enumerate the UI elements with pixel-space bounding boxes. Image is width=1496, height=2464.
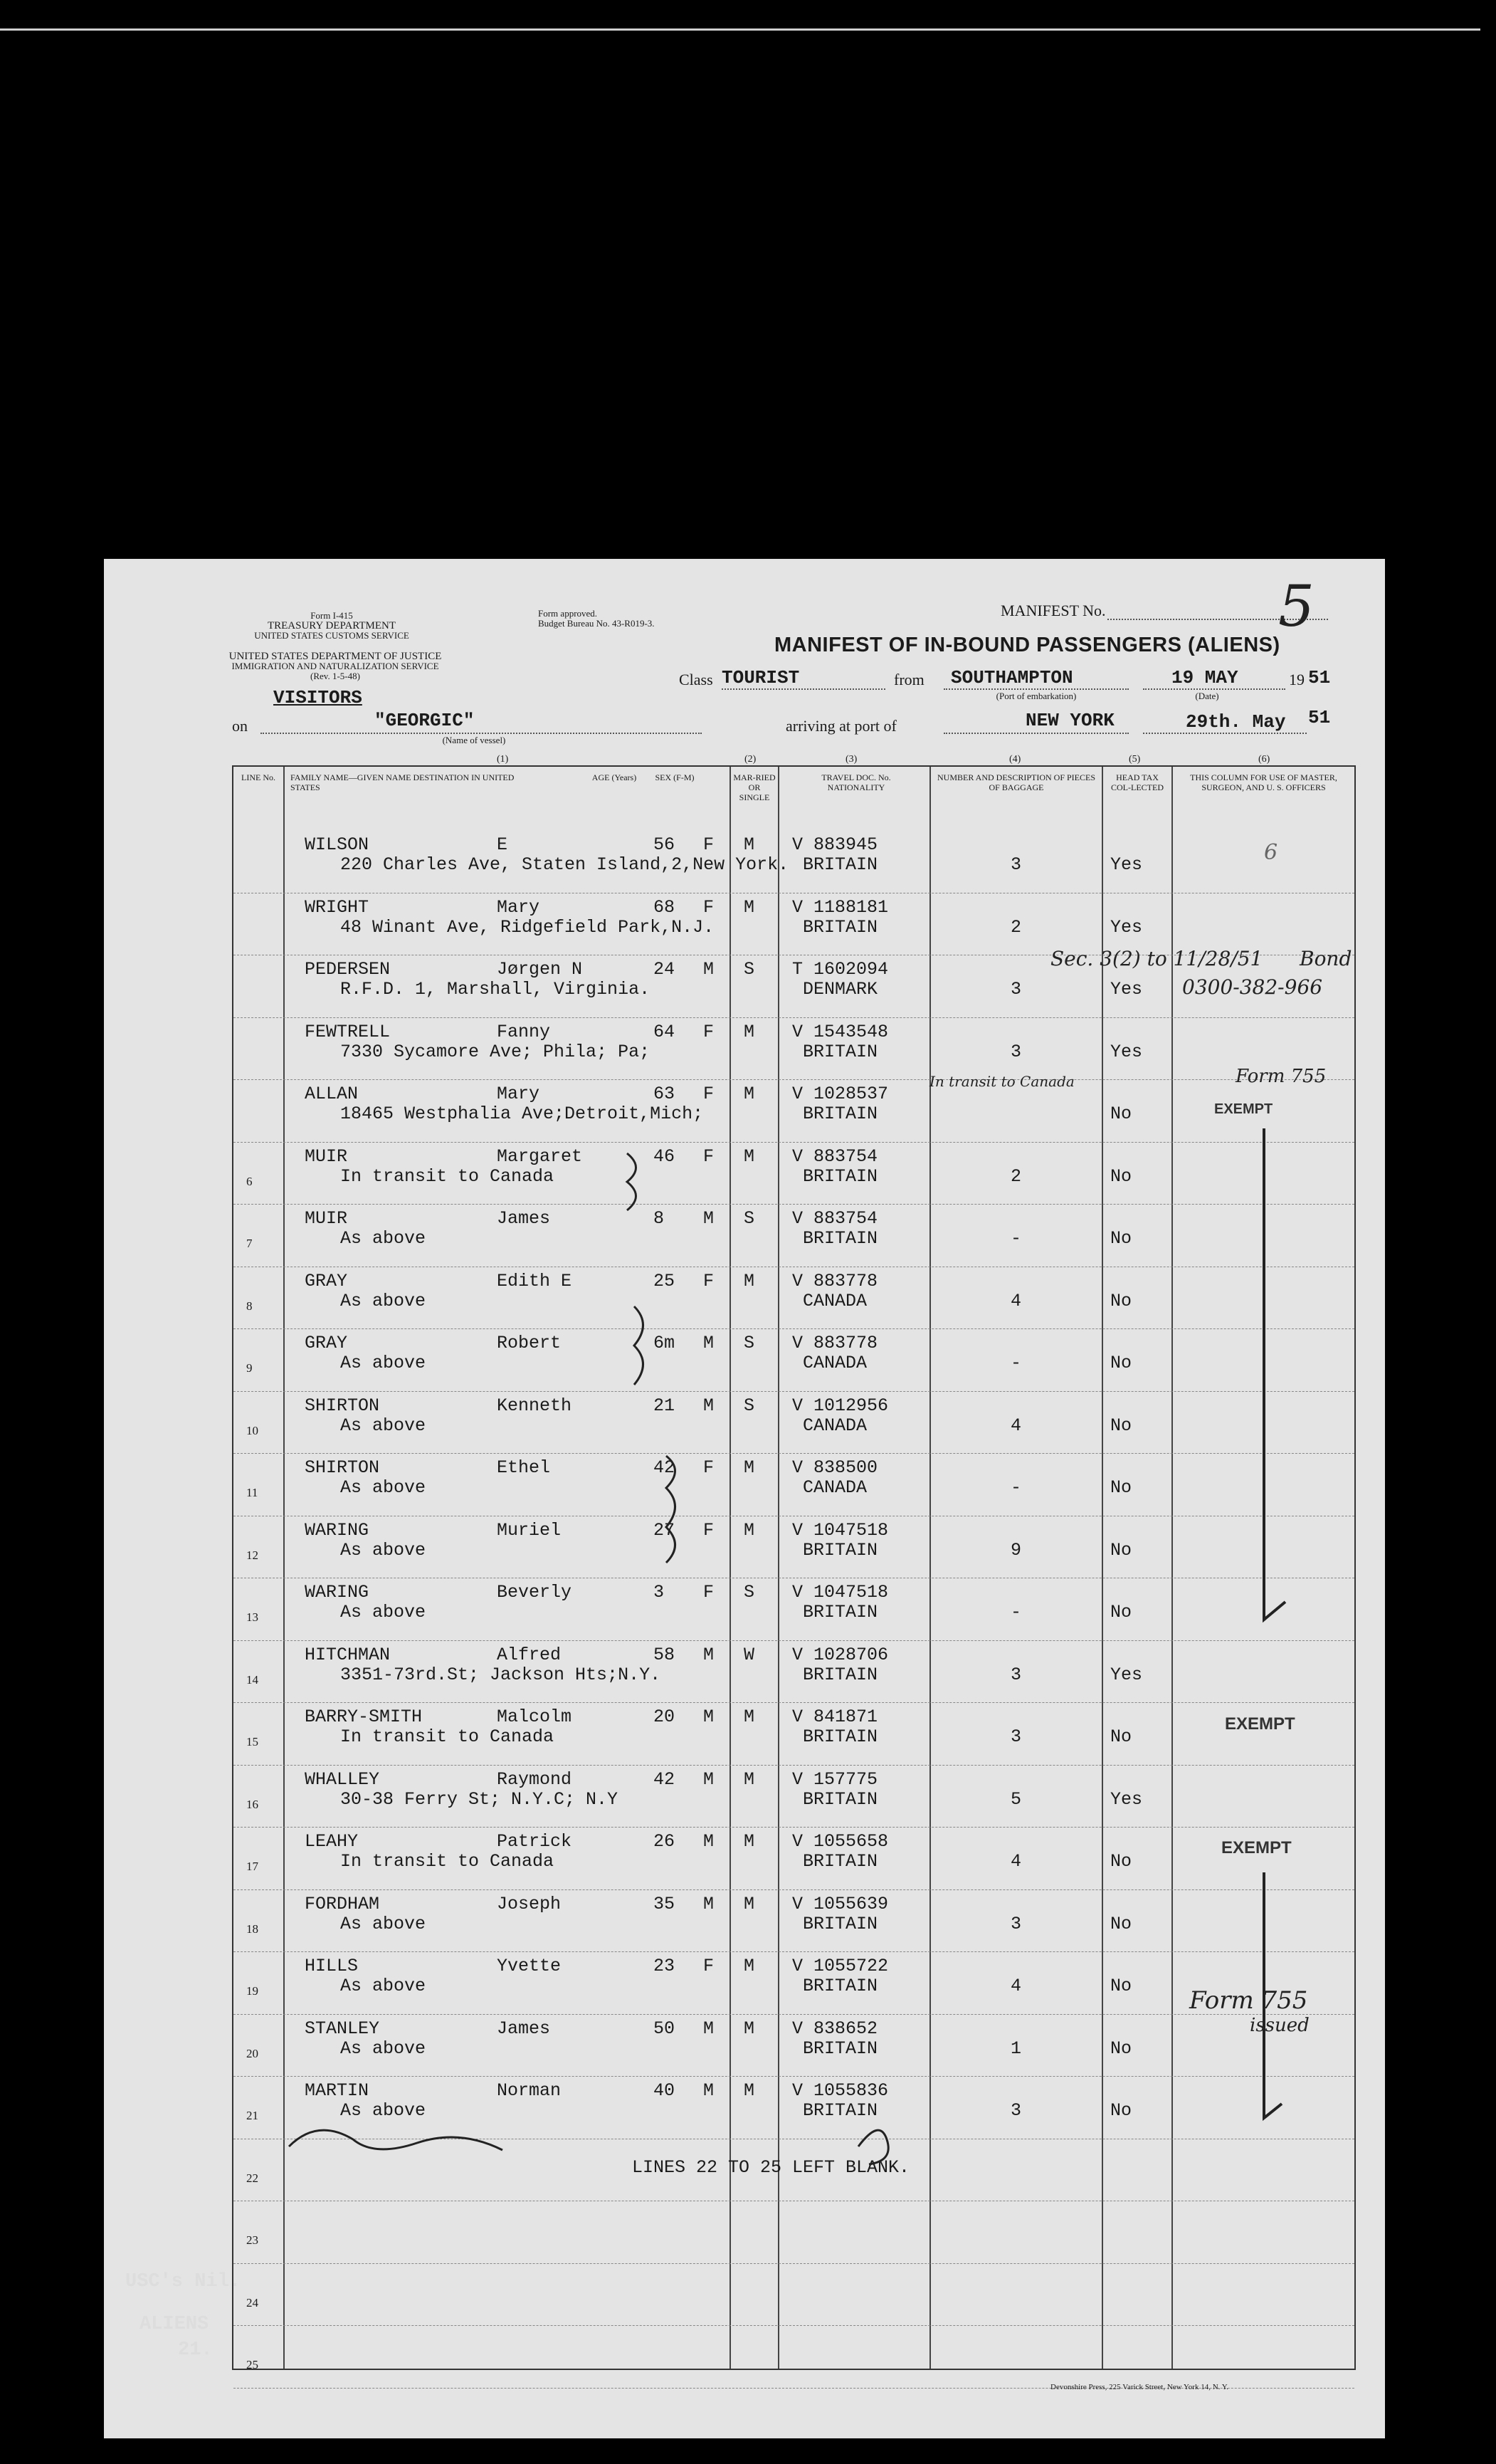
line-number: 6 — [246, 1174, 253, 1188]
given-name: Edith E — [497, 1270, 572, 1291]
line-number: 25 — [246, 2358, 258, 2371]
given-name: Margaret — [497, 1146, 583, 1167]
scan-border-line — [0, 28, 1480, 31]
from-label: from — [894, 671, 925, 688]
baggage-count: 4 — [1011, 1290, 1022, 1311]
nationality: BRITAIN — [803, 1851, 878, 1872]
destination: As above — [340, 2100, 426, 2121]
age: 8 — [653, 1208, 665, 1229]
nationality: CANADA — [803, 1290, 868, 1311]
baggage-count: 3 — [1011, 1664, 1022, 1685]
travel-doc-no: V 1028537 — [792, 1084, 889, 1104]
destination: In transit to Canada — [340, 1165, 554, 1187]
destination: As above — [340, 1976, 426, 1996]
age: 68 — [653, 896, 675, 918]
col-index: (4) — [1009, 754, 1021, 765]
sex: F — [703, 1457, 715, 1478]
head-tax: No — [1110, 1353, 1132, 1373]
family-name: HITCHMAN — [305, 1644, 391, 1665]
form755-annotation: Form 755 — [1236, 1066, 1327, 1087]
travel-doc-no: V 883754 — [792, 1146, 878, 1167]
exempt-stamp: EXEMPT — [1214, 1101, 1273, 1117]
line-number: 14 — [246, 1672, 258, 1687]
baggage-count: 2 — [1011, 1165, 1022, 1187]
nationality: BRITAIN — [803, 1913, 878, 1934]
justice-dept: UNITED STATES DEPARTMENT OF JUSTICE — [228, 651, 442, 662]
line-number: 15 — [246, 1735, 258, 1749]
baggage-count: 9 — [1011, 1539, 1022, 1561]
given-name: Ethel — [497, 1457, 551, 1478]
baggage-count: 4 — [1011, 1976, 1022, 1996]
destination: As above — [340, 1477, 426, 1498]
sex: F — [703, 1021, 715, 1042]
mark-six: 6 — [1264, 840, 1278, 865]
travel-doc-no: V 1047518 — [792, 1519, 889, 1541]
travel-doc-no: V 1012956 — [792, 1395, 889, 1416]
given-name: Mary — [497, 1084, 540, 1104]
nationality: BRITAIN — [803, 1726, 878, 1747]
sex: M — [703, 1395, 715, 1416]
nationality: BRITAIN — [803, 2100, 878, 2121]
nationality: BRITAIN — [803, 1664, 878, 1685]
head-tax: Yes — [1110, 854, 1143, 875]
customs-service: UNITED STATES CUSTOMS SERVICE — [254, 630, 409, 641]
marital-status: M — [744, 834, 755, 855]
col-baggage: NUMBER AND DESCRIPTION OF PIECES OF BAGGAGE — [937, 772, 1096, 792]
embark-caption: (Port of embarkation) — [996, 691, 1077, 701]
marital-status: M — [744, 896, 755, 918]
family-name: MARTIN — [305, 2080, 369, 2101]
marital-status: M — [744, 1021, 755, 1042]
nationality: CANADA — [803, 1415, 868, 1436]
given-name: Mary — [497, 896, 540, 918]
aliens-label: ALIENS — [139, 2314, 209, 2335]
col-index: (1) — [497, 754, 509, 765]
nationality: BRITAIN — [803, 2038, 878, 2059]
destination: As above — [340, 1353, 426, 1373]
line-number: 20 — [246, 2046, 258, 2060]
marital-status: M — [744, 1146, 755, 1167]
marital-status: S — [744, 959, 755, 980]
sec-annotation: Sec. 3(2) to 11/28/51 — [1050, 947, 1263, 970]
travel-doc-no: V 1055722 — [792, 1956, 889, 1976]
marital-status: S — [744, 1582, 755, 1603]
head-tax: Yes — [1110, 1664, 1143, 1685]
travel-doc-no: V 883778 — [792, 1270, 878, 1291]
given-name: Joseph — [497, 1893, 562, 1914]
class-value: TOURIST — [722, 667, 800, 688]
baggage-count: - — [1011, 1602, 1022, 1622]
sex: F — [703, 896, 715, 918]
travel-doc-no: V 1188181 — [792, 896, 889, 918]
family-name: LEAHY — [305, 1831, 359, 1852]
budget-bureau: Budget Bureau No. 43-R019-3. — [538, 618, 655, 629]
given-name: Malcolm — [497, 1707, 572, 1727]
age: 46 — [653, 1146, 675, 1167]
destination: In transit to Canada — [340, 1851, 554, 1872]
sex: F — [703, 1956, 715, 1976]
arrival-date: 29th. May — [1186, 711, 1286, 733]
baggage-count: 3 — [1011, 1041, 1022, 1062]
nationality: BRITAIN — [803, 1539, 878, 1561]
destination: 3351-73rd.St; Jackson Hts;N.Y. — [340, 1664, 661, 1685]
line-number: 16 — [246, 1797, 258, 1811]
age: 50 — [653, 2018, 675, 2039]
family-name: MUIR — [305, 1146, 348, 1167]
visitors-label: VISITORS — [273, 687, 362, 708]
arrival-year: 51 — [1308, 707, 1331, 728]
given-name: James — [497, 2018, 551, 2039]
age: 24 — [653, 959, 675, 980]
baggage-count: 3 — [1011, 854, 1022, 875]
age: 58 — [653, 1644, 675, 1665]
manifest-number: 5 — [1278, 573, 1315, 639]
destination: As above — [340, 1913, 426, 1934]
blank-lines-note: LINES 22 TO 25 LEFT BLANK. — [632, 2156, 910, 2178]
sex: M — [703, 1893, 715, 1914]
family-name: WARING — [305, 1582, 369, 1603]
nationality: BRITAIN — [803, 1041, 878, 1062]
manifest-title: MANIFEST OF IN-BOUND PASSENGERS (ALIENS) — [774, 634, 1280, 656]
head-tax: No — [1110, 1415, 1132, 1436]
line-number: 8 — [246, 1299, 253, 1313]
family-name: STANLEY — [305, 2018, 380, 2039]
given-name: Fanny — [497, 1021, 551, 1042]
sex: F — [703, 1519, 715, 1541]
age: 40 — [653, 2080, 675, 2101]
arriving-label: arriving at port of — [786, 717, 897, 735]
destination: As above — [340, 1290, 426, 1311]
arrival-port: NEW YORK — [1026, 710, 1115, 731]
nationality: BRITAIN — [803, 1103, 878, 1124]
baggage-count: 3 — [1011, 1913, 1022, 1934]
line-number: 7 — [246, 1237, 253, 1250]
col-travel-doc: TRAVEL DOC. No. NATIONALITY — [821, 772, 891, 792]
age: 64 — [653, 1021, 675, 1042]
age: 3 — [653, 1582, 665, 1603]
sex: M — [703, 1707, 715, 1727]
line-number: 17 — [246, 1860, 258, 1873]
head-tax: Yes — [1110, 979, 1143, 1000]
head-tax: No — [1110, 1851, 1132, 1872]
baggage-count: 5 — [1011, 1788, 1022, 1810]
nationality: CANADA — [803, 1353, 868, 1373]
marital-status: M — [744, 1893, 755, 1914]
family-name: SHIRTON — [305, 1395, 380, 1416]
printer-credit: Devonshire Press, 225 Varick Street, New York 14, N. Y. — [1050, 2383, 1229, 2391]
col-age: AGE (Years) — [591, 772, 637, 782]
family-name: FEWTRELL — [305, 1021, 391, 1042]
line-number: 12 — [246, 1548, 258, 1562]
baggage-count: 2 — [1011, 916, 1022, 938]
head-tax: No — [1110, 1726, 1132, 1747]
family-name: ALLAN — [305, 1084, 359, 1104]
line-number: 9 — [246, 1361, 253, 1375]
sex: M — [703, 1768, 715, 1790]
baggage-count: 4 — [1011, 1415, 1022, 1436]
baggage-count: 3 — [1011, 979, 1022, 1000]
head-tax: No — [1110, 1913, 1132, 1934]
marital-status: M — [744, 2018, 755, 2039]
nationality: BRITAIN — [803, 1228, 878, 1249]
col-head-tax: HEAD TAX COL-LECTED — [1111, 772, 1164, 792]
year-value: 51 — [1308, 667, 1331, 688]
travel-doc-no: V 1055639 — [792, 1893, 889, 1914]
sex: F — [703, 1146, 715, 1167]
baggage-count: 4 — [1011, 1851, 1022, 1872]
sex: F — [703, 834, 715, 855]
given-name: Muriel — [497, 1519, 562, 1541]
head-tax: No — [1110, 2100, 1132, 2121]
baggage-count: - — [1011, 1228, 1022, 1249]
nationality: BRITAIN — [803, 1976, 878, 1996]
baggage-count: - — [1011, 1477, 1022, 1498]
col-sex: SEX (F-M) — [655, 772, 695, 782]
form-approved: Form approved. — [538, 608, 598, 619]
nationality: DENMARK — [803, 979, 878, 1000]
age: 26 — [653, 1831, 675, 1852]
family-name: GRAY — [305, 1333, 348, 1353]
marital-status: M — [744, 1457, 755, 1478]
family-name: FORDHAM — [305, 1893, 380, 1914]
destination: 48 Winant Ave, Ridgefield Park,N.J. — [340, 916, 715, 938]
form755-annotation: Form 755 — [1189, 1986, 1308, 2015]
marital-status: M — [744, 1707, 755, 1727]
vessel-caption: (Name of vessel) — [442, 735, 506, 745]
marital-status: M — [744, 1270, 755, 1291]
sex: F — [703, 1582, 715, 1603]
family-name: HILLS — [305, 1956, 359, 1976]
family-name: WRIGHT — [305, 896, 369, 918]
line-number: 11 — [246, 1486, 258, 1499]
given-name: Raymond — [497, 1768, 572, 1790]
family-name: WHALLEY — [305, 1768, 380, 1790]
age: 23 — [653, 1956, 675, 1976]
class-label: Class — [679, 671, 713, 688]
age: 42 — [653, 1768, 675, 1790]
head-tax: Yes — [1110, 916, 1143, 938]
destination: 18465 Westphalia Ave;Detroit,Mich; — [340, 1103, 704, 1124]
marital-status: S — [744, 1208, 755, 1229]
marital-status: M — [744, 2080, 755, 2101]
marital-status: M — [744, 1519, 755, 1541]
given-name: Beverly — [497, 1582, 572, 1603]
nationality: BRITAIN — [803, 1165, 878, 1187]
col-index: (6) — [1258, 754, 1270, 765]
given-name: Norman — [497, 2080, 562, 2101]
revision: (Rev. 1-5-48) — [310, 671, 360, 681]
travel-doc-no: V 838652 — [792, 2018, 878, 2039]
marital-status: M — [744, 1768, 755, 1790]
given-name: Patrick — [497, 1831, 572, 1852]
age: 27 — [653, 1519, 675, 1541]
head-tax: No — [1110, 1976, 1132, 1996]
line-number: 19 — [246, 1984, 258, 1998]
nationality: BRITAIN — [803, 854, 878, 875]
destination: 30-38 Ferry St; N.Y.C; N.Y — [340, 1788, 618, 1810]
age: 56 — [653, 834, 675, 855]
exempt-stamp: EXEMPT — [1225, 1714, 1295, 1734]
age: 63 — [653, 1084, 675, 1104]
travel-doc-no: V 1028706 — [792, 1644, 889, 1665]
destination: As above — [340, 1228, 426, 1249]
marital-status: W — [744, 1644, 755, 1665]
head-tax: Yes — [1110, 1041, 1143, 1062]
destination: R.F.D. 1, Marshall, Virginia. — [340, 979, 650, 1000]
bond-number: 0300-382-966 — [1182, 975, 1323, 999]
baggage-count: 3 — [1011, 2100, 1022, 2121]
line-number: 21 — [246, 2109, 258, 2122]
sex: M — [703, 2018, 715, 2039]
head-tax: Yes — [1110, 1788, 1143, 1810]
nationality: BRITAIN — [803, 1602, 878, 1622]
given-name: Alfred — [497, 1644, 562, 1665]
nationality: BRITAIN — [803, 916, 878, 938]
head-tax: No — [1110, 1165, 1132, 1187]
destination: 220 Charles Ave, Staten Island,2,New York. — [340, 854, 789, 875]
head-tax: No — [1110, 1228, 1132, 1249]
travel-doc-no: V 1543548 — [792, 1021, 889, 1042]
given-name: Robert — [497, 1333, 562, 1353]
travel-doc-no: V 1047518 — [792, 1582, 889, 1603]
age: 35 — [653, 1893, 675, 1914]
head-tax: No — [1110, 1103, 1132, 1124]
baggage-count: 1 — [1011, 2038, 1022, 2059]
line-number: 22 — [246, 2171, 258, 2185]
destination: As above — [340, 1415, 426, 1436]
line-number: 23 — [246, 2233, 258, 2247]
given-name: E — [497, 834, 508, 855]
travel-doc-no: V 157775 — [792, 1768, 878, 1790]
age: 20 — [653, 1707, 675, 1727]
travel-doc-no: V 883945 — [792, 834, 878, 855]
embark-port: SOUTHAMPTON — [951, 667, 1073, 688]
destination: As above — [340, 1539, 426, 1561]
ins-service: IMMIGRATION AND NATURALIZATION SERVICE — [231, 661, 439, 671]
manifest-sheet — [104, 559, 1385, 2438]
line-number: 18 — [246, 1922, 258, 1936]
given-name: James — [497, 1208, 551, 1229]
baggage-count: 3 — [1011, 1726, 1022, 1747]
travel-doc-no: T 1602094 — [792, 959, 889, 980]
on-label: on — [232, 717, 248, 735]
age: 42 — [653, 1457, 675, 1478]
family-name: WARING — [305, 1519, 369, 1541]
col-index: (5) — [1129, 754, 1141, 765]
transit-annotation: In transit to Canada — [929, 1073, 1075, 1090]
family-name: WILSON — [305, 834, 369, 855]
head-tax: No — [1110, 1477, 1132, 1498]
sex: M — [703, 2080, 715, 2101]
col-line-no: LINE No. — [241, 772, 275, 782]
travel-doc-no: V 883778 — [792, 1333, 878, 1353]
family-name: PEDERSEN — [305, 959, 391, 980]
travel-doc-no: V 883754 — [792, 1208, 878, 1229]
sex: M — [703, 1333, 715, 1353]
travel-doc-no: V 1055658 — [792, 1831, 889, 1852]
head-tax: No — [1110, 1602, 1132, 1622]
marital-status: M — [744, 1956, 755, 1976]
bond-annotation: Bond — [1300, 947, 1352, 970]
baggage-count: - — [1011, 1353, 1022, 1373]
family-name: MUIR — [305, 1208, 348, 1229]
destination: As above — [340, 1602, 426, 1622]
col-name: FAMILY NAME—GIVEN NAME DESTINATION IN UNITED STATES — [290, 772, 515, 792]
vessel-name: "GEORGIC" — [374, 710, 475, 731]
family-name: GRAY — [305, 1270, 348, 1291]
travel-doc-no: V 841871 — [792, 1707, 878, 1727]
usc-nil-note: USC's Nil. — [125, 2271, 241, 2292]
destination: 7330 Sycamore Ave; Phila; Pa; — [340, 1041, 650, 1062]
given-name: Yvette — [497, 1956, 562, 1976]
year-prefix: 19 — [1289, 671, 1305, 688]
sex: F — [703, 1270, 715, 1291]
col-index: (3) — [846, 754, 858, 765]
marital-status: S — [744, 1333, 755, 1353]
travel-doc-no: V 1055836 — [792, 2080, 889, 2101]
nationality: BRITAIN — [803, 1788, 878, 1810]
travel-doc-no: V 838500 — [792, 1457, 878, 1478]
age: 21 — [653, 1395, 675, 1416]
destination: In transit to Canada — [340, 1726, 554, 1747]
destination: As above — [340, 2038, 426, 2059]
col-index: (2) — [744, 754, 757, 765]
form-number: Form I-415 — [310, 610, 353, 621]
marital-status: S — [744, 1395, 755, 1416]
age: 6m — [653, 1333, 675, 1353]
head-tax: No — [1110, 1539, 1132, 1561]
line-number: 10 — [246, 1423, 258, 1437]
marital-status: M — [744, 1831, 755, 1852]
issued-annotation: issued — [1250, 2015, 1310, 2036]
head-tax: No — [1110, 1290, 1132, 1311]
manifest-no-label: MANIFEST No. — [1001, 602, 1106, 619]
sex: M — [703, 1644, 715, 1665]
sex: M — [703, 959, 715, 980]
sex: M — [703, 1831, 715, 1852]
line-number: 24 — [246, 2295, 258, 2310]
aliens-count: 21. — [178, 2339, 213, 2361]
sex: M — [703, 1208, 715, 1229]
family-name: BARRY-SMITH — [305, 1707, 423, 1727]
head-tax: No — [1110, 2038, 1132, 2059]
embark-date: 19 MAY — [1171, 667, 1238, 688]
given-name: Jørgen N — [497, 959, 583, 980]
exempt-stamp: EXEMPT — [1221, 1838, 1292, 1857]
family-name: SHIRTON — [305, 1457, 380, 1478]
col-married: MAR-RIED OR SINGLE — [733, 772, 776, 802]
col-officers: THIS COLUMN FOR USE OF MASTER, SURGEON, AND U. S. OFFICERS — [1190, 772, 1337, 792]
age: 25 — [653, 1270, 675, 1291]
nationality: CANADA — [803, 1477, 868, 1498]
sex: F — [703, 1084, 715, 1104]
date-caption: (Date) — [1195, 691, 1219, 701]
marital-status: M — [744, 1084, 755, 1104]
bracket-marks — [104, 559, 1385, 2438]
line-number: 13 — [246, 1610, 258, 1624]
treasury-dept: TREASURY DEPARTMENT — [267, 620, 396, 631]
given-name: Kenneth — [497, 1395, 572, 1416]
